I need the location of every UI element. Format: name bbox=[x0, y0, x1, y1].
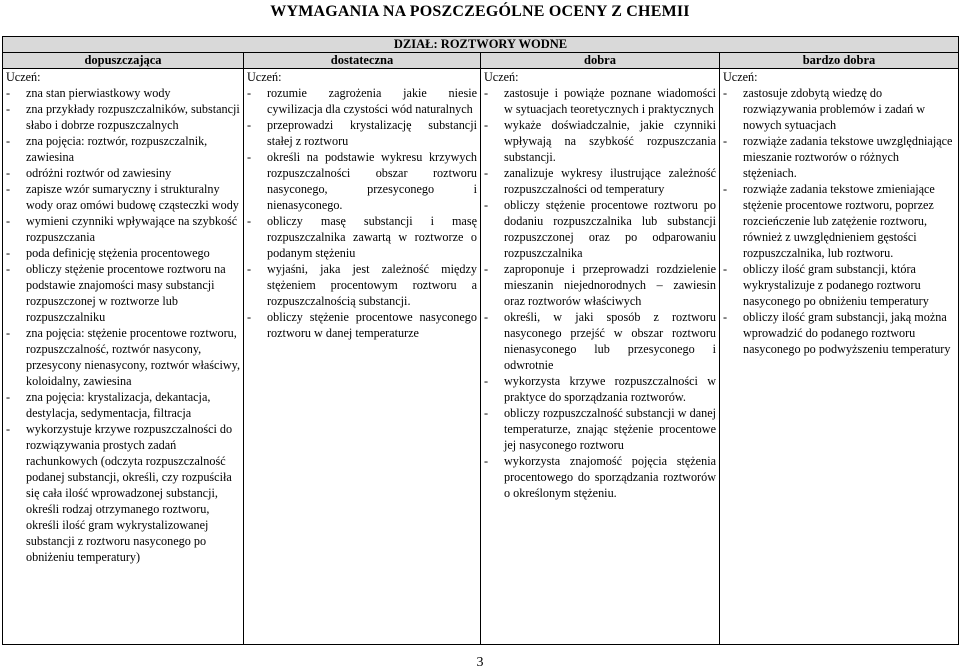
requirement-item: - określi, w jaki sposób z roztworu nasyconego przejść w obszar roztworu nienasyconego lub przesyconego i odwrotnie bbox=[484, 309, 716, 373]
page-number: 3 bbox=[476, 655, 484, 670]
requirement-item: - zna pojęcia: stężenie procentowe roztworu, rozpuszczalność, roztwór nasycony, przesycony nienasycony, roztwór właściwy, koloidalny, zawiesina bbox=[6, 325, 240, 389]
requirement-item: - wymieni czynniki wpływające na szybkość rozpuszczania bbox=[6, 213, 240, 245]
grade-header-dobra: dobra bbox=[481, 53, 720, 69]
requirement-item: - wyjaśni, jaka jest zależność między stężeniem procentowym roztworu a rozpuszczalnością substancji. bbox=[247, 261, 477, 309]
grade-header-dopuszczajaca: dopuszczająca bbox=[3, 53, 244, 69]
requirement-item: - obliczy stężenie procentowe nasyconego roztworu w danej temperaturze bbox=[247, 309, 477, 341]
requirement-item: - rozwiąże zadania tekstowe zmieniające stężenie procentowe roztworu, poprzez rozcieńczenie lub zatężenie roztworu, również z uwzględnieniem gęstości rozpuszczalnika, lub roztworu. bbox=[723, 181, 955, 261]
requirement-item: - wykaże doświadczalnie, jakie czynniki wpływają na szybkość rozpuszczania substancji. bbox=[484, 117, 716, 165]
requirement-item: - zanalizuje wykresy ilustrujące zależność rozpuszczalności od temperatury bbox=[484, 165, 716, 197]
requirements-table bbox=[2, 36, 959, 645]
requirement-item: - zapisze wzór sumaryczny i strukturalny wody oraz omówi budowę cząsteczki wody bbox=[6, 181, 240, 213]
requirements-list bbox=[484, 85, 716, 501]
student-label: Uczeń: bbox=[6, 70, 41, 84]
requirements-list bbox=[723, 85, 955, 357]
requirement-item: - obliczy stężenie procentowe roztworu po dodaniu rozpuszczalnika lub substancji rozpuszczonej oraz po odparowaniu rozpuszczalnika bbox=[484, 197, 716, 261]
grade-header-row bbox=[3, 53, 959, 69]
column-dostateczna bbox=[244, 69, 481, 645]
requirement-item: - obliczy masę substancji i masę rozpuszczalnika zawartą w roztworze o podanym stężeniu bbox=[247, 213, 477, 261]
requirement-item: - zna przykłady rozpuszczalników, substancji słabo i dobrze rozpuszczalnych bbox=[6, 101, 240, 133]
requirement-item: - obliczy ilość gram substancji, która wykrystalizuje z podanego roztworu nasyconego po obniżeniu temperatury bbox=[723, 261, 955, 309]
requirements-row bbox=[3, 69, 959, 645]
requirement-item: - zna pojęcia: krystalizacja, dekantacja, destylacja, sedymentacja, filtracja bbox=[6, 389, 240, 421]
column-bardzo-dobra bbox=[720, 69, 959, 645]
requirement-item: - przeprowadzi krystalizację substancji stałej z roztworu bbox=[247, 117, 477, 149]
requirement-item: - zaproponuje i przeprowadzi rozdzielenie mieszanin niejednorodnych – zawiesin oraz roztworów właściwych bbox=[484, 261, 716, 309]
requirements-list bbox=[247, 85, 477, 341]
requirement-item: - zastosuje zdobytą wiedzę do rozwiązywania problemów i zadań w nowych sytuacjach bbox=[723, 85, 955, 133]
requirement-item: - obliczy stężenie procentowe roztworu na podstawie znajomości masy substancji rozpuszczonej w roztworze lub rozpuszczalniku bbox=[6, 261, 240, 325]
department-heading: DZIAŁ: ROZTWORY WODNE bbox=[3, 37, 959, 53]
requirement-item: - obliczy ilość gram substancji, jaką można wprowadzić do podanego roztworu nasyconego po podwyższeniu temperatury bbox=[723, 309, 955, 357]
requirement-item: - zna pojęcia: roztwór, rozpuszczalnik, zawiesina bbox=[6, 133, 240, 165]
requirement-item: - zna stan pierwiastkowy wody bbox=[6, 85, 240, 101]
requirement-item: - odróżni roztwór od zawiesiny bbox=[6, 165, 240, 181]
grade-header-bardzo-dobra: bardzo dobra bbox=[720, 53, 959, 69]
requirement-item: - zastosuje i powiąże poznane wiadomości w sytuacjach teoretycznych i praktycznych bbox=[484, 85, 716, 117]
student-label: Uczeń: bbox=[723, 70, 758, 84]
column-dobra bbox=[481, 69, 720, 645]
student-label: Uczeń: bbox=[247, 70, 282, 84]
requirements-list bbox=[6, 85, 240, 565]
grade-header-dostateczna: dostateczna bbox=[244, 53, 481, 69]
requirement-item: - rozwiąże zadania tekstowe uwzględniające mieszanie roztworów o różnych stężeniach. bbox=[723, 133, 955, 181]
student-label: Uczeń: bbox=[484, 70, 519, 84]
department-row bbox=[3, 37, 959, 53]
column-dopuszczajaca bbox=[3, 69, 244, 645]
requirement-item: - wykorzysta znajomość pojęcia stężenia procentowego do sporządzania roztworów o określonym stężeniu. bbox=[484, 453, 716, 501]
requirement-item: - rozumie zagrożenia jakie niesie cywilizacja dla czystości wód naturalnych bbox=[247, 85, 477, 117]
requirement-item: - wykorzysta krzywe rozpuszczalności w praktyce do sporządzania roztworów. bbox=[484, 373, 716, 405]
requirement-item: - określi na podstawie wykresu krzywych rozpuszczalności obszar roztworu nasyconego, przesyconego i nienasyconego. bbox=[247, 149, 477, 213]
requirement-item: - wykorzystuje krzywe rozpuszczalności do rozwiązywania prostych zadań rachunkowych (odczyta rozpuszczalność podanej substancji, określi, czy rozpuściła się cała ilość wprowadzonej substancji, określi rodzaj otrzymanego roztworu, określi ilość gram wykrystalizowanej substancji z roztworu nasyconego po obniżeniu temperatury) bbox=[6, 421, 240, 565]
page-title: WYMAGANIA NA POSZCZEGÓLNE OCENY Z CHEMII bbox=[270, 3, 690, 20]
requirement-item: - obliczy rozpuszczalność substancji w danej temperaturze, znając stężenie procentowe jej nasyconego roztworu bbox=[484, 405, 716, 453]
requirement-item: - poda definicję stężenia procentowego bbox=[6, 245, 240, 261]
